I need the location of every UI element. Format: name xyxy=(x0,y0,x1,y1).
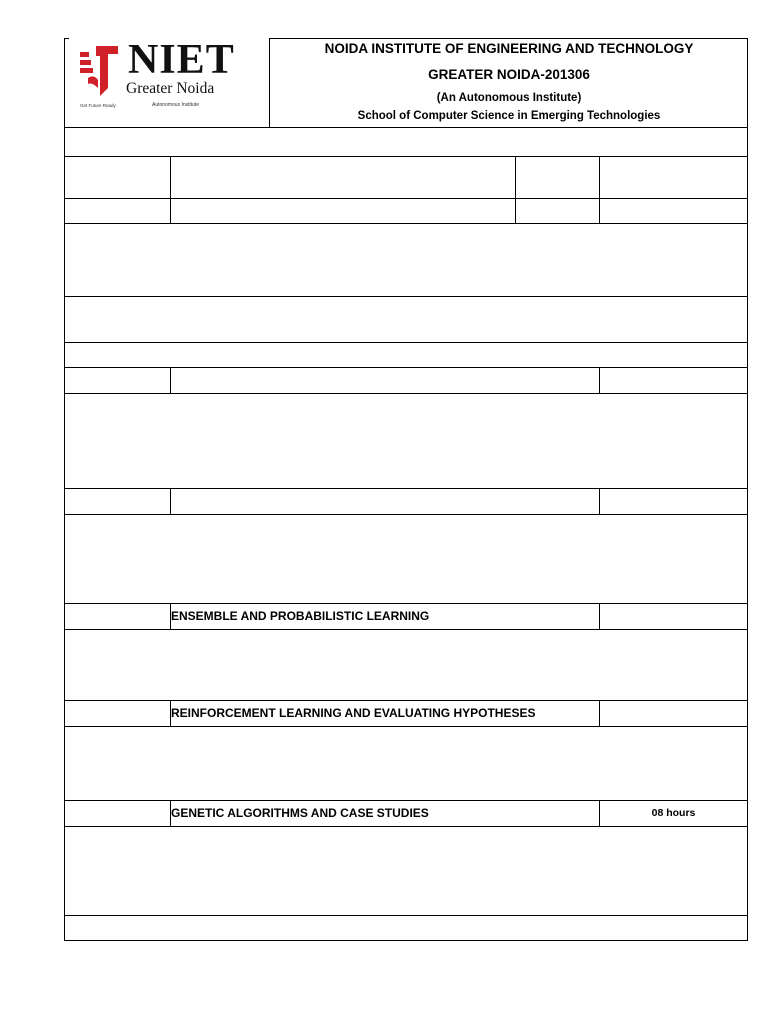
cell-divider xyxy=(599,603,600,629)
row-line xyxy=(64,915,748,916)
row-line xyxy=(64,198,748,199)
row-line xyxy=(64,127,748,128)
row-line xyxy=(64,156,748,157)
niet-logo xyxy=(70,37,260,120)
logo-tagline: Get Future Ready xyxy=(80,103,116,108)
unit-title: GENETIC ALGORITHMS AND CASE STUDIES xyxy=(171,806,429,820)
row-line xyxy=(64,342,748,343)
logo-city: Greater Noida xyxy=(126,80,215,97)
institute-location: GREATER NOIDA-201306 xyxy=(428,67,590,82)
cell-divider xyxy=(170,488,171,514)
cell-divider xyxy=(515,156,516,223)
row-line xyxy=(64,514,748,515)
niet-emblem-icon xyxy=(78,44,124,100)
header-divider xyxy=(269,38,270,127)
school-name: School of Computer Science in Emerging Technologies xyxy=(357,110,661,122)
table-left-border xyxy=(64,38,65,941)
row-line xyxy=(64,393,748,394)
row-line xyxy=(64,826,748,827)
row-line xyxy=(64,488,748,489)
row-line xyxy=(64,296,748,297)
row-line xyxy=(64,700,748,701)
unit-hours: 08 hours xyxy=(651,807,696,819)
header-top-border xyxy=(269,38,748,39)
unit-title: ENSEMBLE AND PROBABILISTIC LEARNING xyxy=(171,609,430,623)
table-bottom-border xyxy=(64,940,748,941)
logo-subtext: Autonomous Institute xyxy=(152,102,199,108)
cell-divider xyxy=(170,367,171,393)
row-line xyxy=(64,800,748,801)
row-line xyxy=(64,223,748,224)
cell-divider xyxy=(599,488,600,514)
unit-title: REINFORCEMENT LEARNING AND EVALUATING HYPOTHESES xyxy=(171,706,536,720)
row-line xyxy=(64,367,748,368)
row-line xyxy=(64,603,748,604)
cell-divider xyxy=(599,367,600,393)
institute-status: (An Autonomous Institute) xyxy=(436,92,582,104)
cell-divider xyxy=(599,700,600,726)
logo-name: NIET xyxy=(128,37,235,83)
cell-divider xyxy=(170,156,171,223)
cell-divider xyxy=(599,156,600,223)
row-line xyxy=(64,726,748,727)
institute-name: NOIDA INSTITUTE OF ENGINEERING AND TECHNOLOGY xyxy=(324,41,694,56)
table-right-border xyxy=(747,38,748,941)
row-line xyxy=(64,629,748,630)
